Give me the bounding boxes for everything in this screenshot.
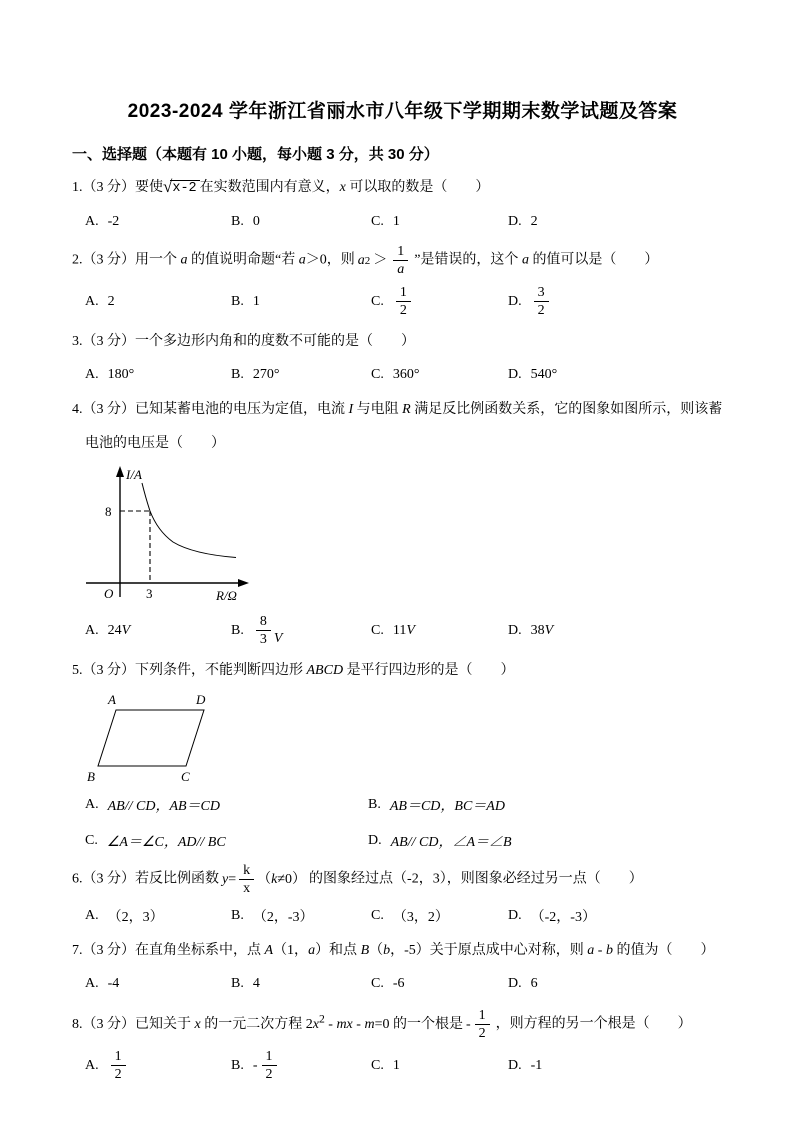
option-value: 1	[392, 1057, 400, 1073]
option-c	[85, 827, 368, 854]
question-7-stem: 7.（3 分）在直角坐标系中，点 A（1，a）和点 B（b，-5）关于原点成中心对称，则 a - b 的值为（ ）	[72, 943, 715, 958]
denominator: 2	[478, 1026, 486, 1042]
question-5-stem: 5.（3 分）下列条件，不能判断四边形 ABCD 是平行四边形的是（ ）	[72, 663, 515, 678]
question-2	[72, 242, 733, 320]
option-label: C.	[371, 622, 384, 638]
option-value: 2	[530, 213, 538, 229]
option-label: D.	[508, 907, 522, 923]
option-c	[371, 283, 508, 320]
unit: V	[544, 622, 554, 638]
option-b	[231, 970, 371, 997]
option-value: 0	[252, 213, 260, 229]
option-b	[231, 902, 371, 929]
exponent: 2	[364, 254, 371, 267]
option-b	[231, 283, 371, 320]
option-label: B.	[231, 366, 244, 382]
stem-text: 6.（3 分）若反比例函数	[72, 871, 219, 887]
vertex-label-c: C	[181, 769, 190, 784]
option-value: 24	[107, 622, 122, 638]
option-d	[508, 283, 733, 320]
numerator: k	[239, 863, 254, 880]
option-c	[371, 208, 508, 235]
variable: a	[357, 252, 365, 268]
option-label: C.	[371, 213, 384, 229]
option-a	[85, 612, 231, 649]
option-c	[371, 612, 508, 649]
y-axis-arrow	[116, 466, 124, 477]
option-label: D.	[508, 213, 522, 229]
x-tick-label: 3	[146, 586, 153, 601]
option-b	[231, 361, 371, 388]
radicand: x-2	[170, 180, 199, 196]
question-2-stem	[72, 242, 733, 279]
question-6	[72, 861, 733, 929]
question-8-options	[85, 1047, 733, 1084]
option-value: 1	[252, 293, 260, 309]
option-a	[85, 902, 231, 929]
option-label: C.	[371, 293, 384, 309]
option-label: C.	[371, 1057, 384, 1073]
option-value: AB// CD，AB＝CD	[107, 798, 221, 814]
unit: V	[121, 622, 131, 638]
question-3-stem: 3.（3 分）一个多边形内角和的度数不可能的是（ ）	[72, 334, 415, 349]
question-7	[72, 936, 733, 997]
option-label: D.	[508, 1057, 522, 1073]
option-label: D.	[508, 622, 522, 638]
y-axis-label: I/A	[126, 467, 142, 482]
option-value: -4	[107, 975, 120, 991]
origin-label: O	[104, 586, 114, 601]
option-label: B.	[368, 796, 381, 812]
option-label: D.	[508, 366, 522, 382]
root-expression	[466, 1006, 493, 1043]
option-value: 360°	[392, 366, 420, 382]
stem-text: ，则方程的另一个根是（ ）	[495, 1016, 692, 1032]
x-axis-label: R/Ω	[216, 588, 237, 603]
option-value: （-2，-3）	[530, 909, 596, 925]
option-d	[368, 827, 733, 854]
question-6-stem	[72, 861, 733, 898]
minus-sign: -	[252, 1057, 258, 1073]
option-value: （2，-3）	[252, 909, 314, 925]
option-label: C.	[85, 832, 98, 848]
option-a	[85, 1047, 231, 1084]
numerator: 1	[393, 244, 408, 261]
option-a	[85, 283, 231, 320]
option-label: A.	[85, 293, 99, 309]
option-d	[508, 361, 733, 388]
hyperbola-graph	[78, 463, 258, 605]
question-4-stem-line1: 4.（3 分）已知某蓄电池的电压为定值，电流 I 与电阻 R 满足反比例函数关系，它的图象如图所示，则该蓄	[72, 402, 723, 417]
variable: y	[222, 871, 229, 887]
unit: V	[273, 630, 283, 646]
option-value: 270°	[252, 366, 280, 382]
option-value: -2	[107, 213, 120, 229]
option-label: C.	[371, 366, 384, 382]
condition: （k≠0）	[257, 871, 307, 887]
fraction	[534, 285, 549, 318]
question-5-options	[85, 791, 733, 854]
option-label: D.	[508, 293, 522, 309]
fraction	[256, 614, 271, 647]
option-d	[508, 612, 733, 649]
option-value: 4	[252, 975, 260, 991]
sqrt-expression	[163, 172, 200, 204]
option-value: AB// CD，∠A＝∠B	[390, 834, 512, 850]
fraction	[262, 1049, 277, 1082]
y-tick-label: 8	[105, 504, 112, 519]
option-d	[508, 208, 733, 235]
fraction	[396, 285, 411, 318]
minus-sign: -	[465, 1016, 471, 1032]
option-b	[231, 612, 371, 649]
numerator: 1	[262, 1049, 277, 1066]
question-4	[72, 395, 733, 649]
question-3-options	[85, 361, 733, 388]
option-value: -1	[530, 1057, 543, 1073]
denominator: 2	[399, 303, 407, 318]
option-d	[508, 1047, 733, 1084]
option-label: B.	[231, 975, 244, 991]
question-8	[72, 1004, 733, 1084]
option-c	[371, 1047, 508, 1084]
numerator: 1	[475, 1008, 490, 1025]
fraction	[475, 1008, 490, 1041]
vertex-label-a: A	[108, 692, 116, 707]
relation-symbol: ＞	[373, 252, 388, 268]
denominator: 2	[537, 303, 545, 318]
option-a	[85, 208, 231, 235]
option-value: 1	[392, 213, 400, 229]
option-value: 11	[392, 622, 407, 638]
denominator: 3	[259, 632, 267, 647]
section-heading: 一、选择题（本题有 10 小题，每小题 3 分，共 30 分）	[72, 146, 439, 163]
numerator: 3	[534, 285, 549, 302]
parallelogram-figure	[84, 690, 216, 784]
question-8-stem	[72, 1004, 733, 1043]
stem-text: 1.（3 分）要使	[72, 180, 163, 195]
question-3	[72, 327, 733, 388]
stem-text: 2.（3 分）用一个 a 的值说明命题“若 a＞0，则	[72, 252, 355, 268]
option-label: B.	[231, 907, 244, 923]
radical-symbol: √	[163, 177, 173, 196]
option-label: A.	[85, 622, 99, 638]
option-a	[85, 791, 368, 818]
option-b	[231, 208, 371, 235]
unit: V	[406, 622, 415, 638]
equals-sign: =	[228, 871, 237, 887]
denominator: x	[243, 881, 251, 896]
function-expression	[222, 861, 306, 898]
question-4-figure	[78, 463, 733, 610]
option-label: C.	[371, 975, 384, 991]
numerator: 8	[256, 614, 271, 631]
question-4-stem-line2: 电池的电压是（ ）	[85, 436, 225, 451]
option-label: B.	[231, 213, 244, 229]
option-b	[231, 1047, 371, 1084]
parallelogram-shape	[98, 710, 204, 766]
hyperbola-curve	[142, 483, 236, 558]
option-value: （2，3）	[107, 909, 164, 925]
question-4-options	[85, 612, 733, 649]
fraction	[239, 863, 254, 896]
question-1-stem	[72, 172, 733, 204]
stem-text: 8.（3 分）已知关于 x 的一元二次方程 $2x^2$ - mx - m=0 的一个根是	[72, 1012, 463, 1032]
option-c	[371, 361, 508, 388]
option-label: B.	[231, 622, 244, 638]
option-label: A.	[85, 213, 99, 229]
denominator: a	[397, 262, 405, 277]
option-value: 38	[530, 622, 545, 638]
option-value: AB＝CD，BC＝AD	[389, 798, 505, 814]
fraction	[393, 244, 408, 277]
x-axis-arrow	[238, 579, 249, 587]
page-title: 2023-2024 学年浙江省丽水市八年级下学期期末数学试题及答案	[127, 101, 678, 122]
option-a	[85, 361, 231, 388]
question-1-options	[85, 208, 733, 235]
question-7-options	[85, 970, 733, 997]
inequality-expression	[358, 242, 412, 279]
option-label: A.	[85, 1057, 99, 1073]
option-label: D.	[368, 832, 382, 848]
option-label: C.	[371, 907, 384, 923]
option-a	[85, 970, 231, 997]
option-label: B.	[231, 293, 244, 309]
option-value: 180°	[107, 366, 135, 382]
stem-text: ”是错误的，这个 a 的值可以是（ ）	[414, 252, 659, 268]
stem-text: 在实数范围内有意义，x 可以取的数是（ ）	[199, 180, 490, 195]
numerator: 1	[396, 285, 411, 302]
vertex-label-d: D	[196, 692, 206, 707]
option-label: A.	[85, 796, 99, 812]
option-label: A.	[85, 975, 99, 991]
option-label: B.	[231, 1057, 244, 1073]
option-value: ∠A＝∠C，AD// BC	[106, 834, 226, 850]
option-d	[508, 902, 733, 929]
fraction	[111, 1049, 126, 1082]
option-label: D.	[508, 975, 522, 991]
option-b	[368, 791, 733, 818]
option-value: 2	[107, 293, 115, 309]
option-value: 540°	[530, 366, 558, 382]
option-label: A.	[85, 366, 99, 382]
option-value: （3，2）	[392, 909, 449, 925]
option-value: -6	[392, 975, 405, 991]
stem-text: 的图象经过点（-2，3），则图象必经过另一点（ ）	[309, 871, 643, 887]
question-6-options	[85, 902, 733, 929]
option-value: 6	[530, 975, 538, 991]
vertex-label-b: B	[87, 769, 95, 784]
denominator: 2	[265, 1067, 273, 1083]
numerator: 1	[111, 1049, 126, 1066]
denominator: 2	[114, 1067, 122, 1083]
question-2-options	[85, 283, 733, 320]
question-5-figure	[84, 690, 733, 789]
option-d	[508, 970, 733, 997]
option-c	[371, 902, 508, 929]
option-c	[371, 970, 508, 997]
question-5	[72, 656, 733, 854]
option-label: A.	[85, 907, 99, 923]
question-1	[72, 172, 733, 235]
